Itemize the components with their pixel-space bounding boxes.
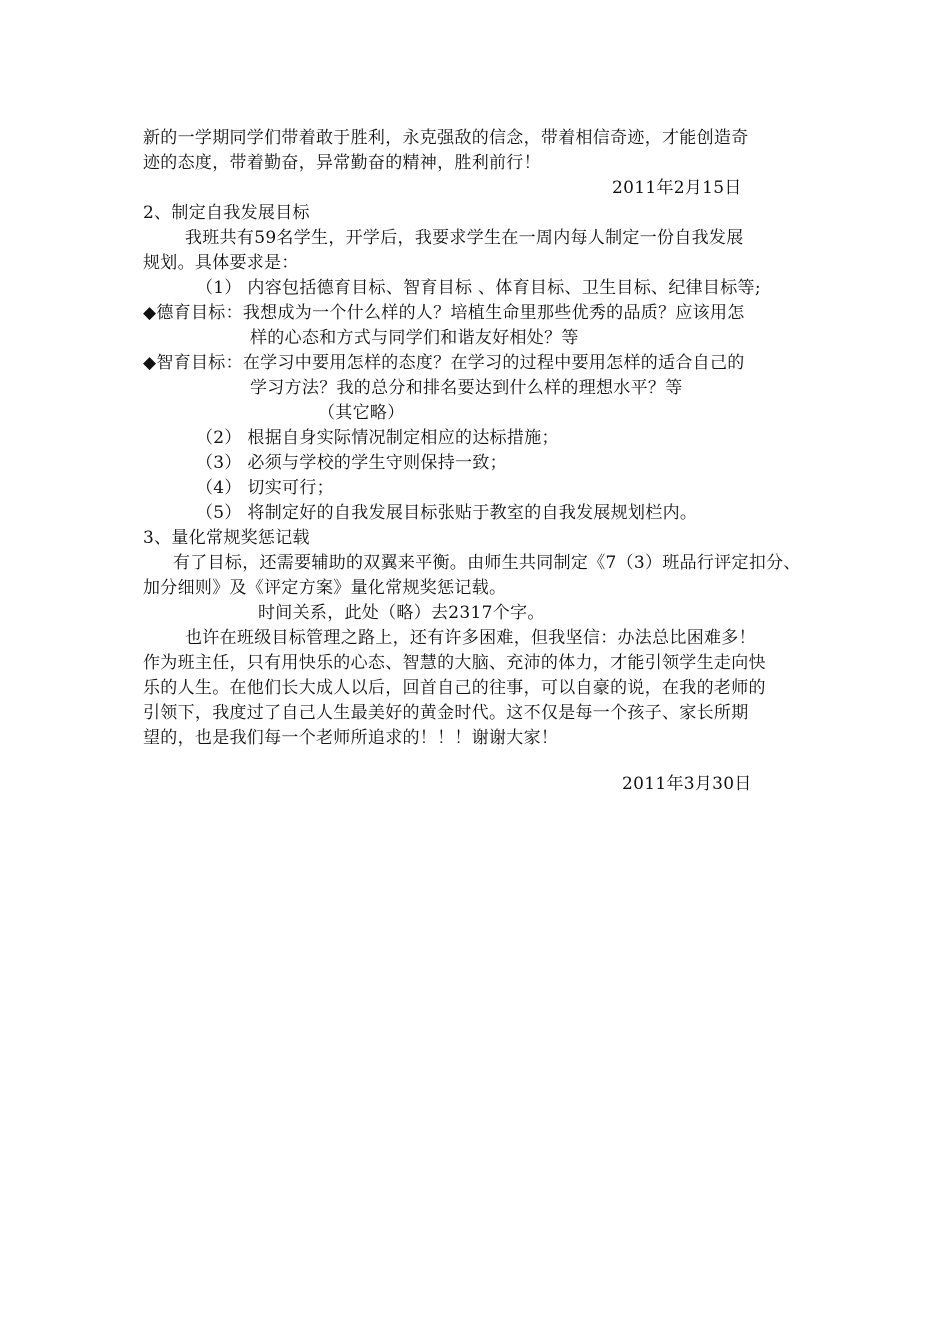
- paragraph-line: 我班共有59名学生，开学后，我要求学生在一周内每人制定一份自我发展: [185, 228, 744, 248]
- paragraph-line: 迹的态度，带着勤奋，异常勤奋的精神，胜利前行！: [143, 153, 541, 173]
- paragraph-line: 也许在班级目标管理之路上，还有许多困难，但我坚信：办法总比困难多！: [185, 628, 756, 648]
- paragraph-line: 规划。具体要求是：: [143, 253, 299, 273]
- paragraph-line: 望的，也是我们每一个老师所追求的！！！谢谢大家！: [143, 728, 559, 748]
- note-line: （其它略）: [318, 403, 405, 423]
- paragraph-line: 加分细则》及《评定方案》量化常规奖惩记载。: [143, 578, 507, 598]
- list-item: （3） 必须与学校的学生守则保持一致；: [196, 453, 507, 473]
- section-heading: 3、量化常规奖惩记载: [143, 528, 310, 548]
- section-heading: 2、制定自我发展目标: [143, 203, 310, 223]
- paragraph-line: 乐的人生。在他们长大成人以后，回首自己的往事，可以自豪的说，在我的老师的: [143, 678, 766, 698]
- paragraph-line: 引领下，我度过了自己人生最美好的黄金时代。这不仅是每一个孩子、家长所期: [143, 703, 749, 723]
- paragraph-line: 作为班主任，只有用快乐的心态、智慧的大脑、充沛的体力，才能引领学生走向快: [143, 653, 766, 673]
- bullet-item-continued: 学习方法？我的总分和排名要达到什么样的理想水平？等: [250, 378, 683, 398]
- bullet-item: ◆智育目标：在学习中要用怎样的态度？在学习的过程中要用怎样的适合自己的: [143, 353, 745, 373]
- date-line: 2011年2月15日: [612, 178, 742, 198]
- paragraph-line: 有了目标，还需要辅助的双翼来平衡。由师生共同制定《7（3）班品行评定扣分、: [173, 553, 801, 573]
- note-line: 时间关系，此处（略）去2317个字。: [258, 603, 545, 623]
- bullet-item-continued: 样的心态和方式与同学们和谐友好相处？等: [250, 328, 579, 348]
- bullet-item: ◆德育目标：我想成为一个什么样的人？培植生命里那些优秀的品质？应该用怎: [143, 303, 745, 323]
- list-item: （1） 内容包括德育目标、智育目标 、体育目标、卫生目标、纪律目标等;: [196, 278, 761, 298]
- date-line: 2011年3月30日: [622, 774, 752, 794]
- paragraph-line: 新的一学期同学们带着敢于胜利，永克强敌的信念，带着相信奇迹，才能创造奇: [143, 128, 749, 148]
- list-item: （2） 根据自身实际情况制定相应的达标措施；: [196, 428, 559, 448]
- list-item: （5） 将制定好的自我发展目标张贴于教室的自我发展规划栏内。: [196, 503, 698, 523]
- list-item: （4） 切实可行；: [196, 478, 334, 498]
